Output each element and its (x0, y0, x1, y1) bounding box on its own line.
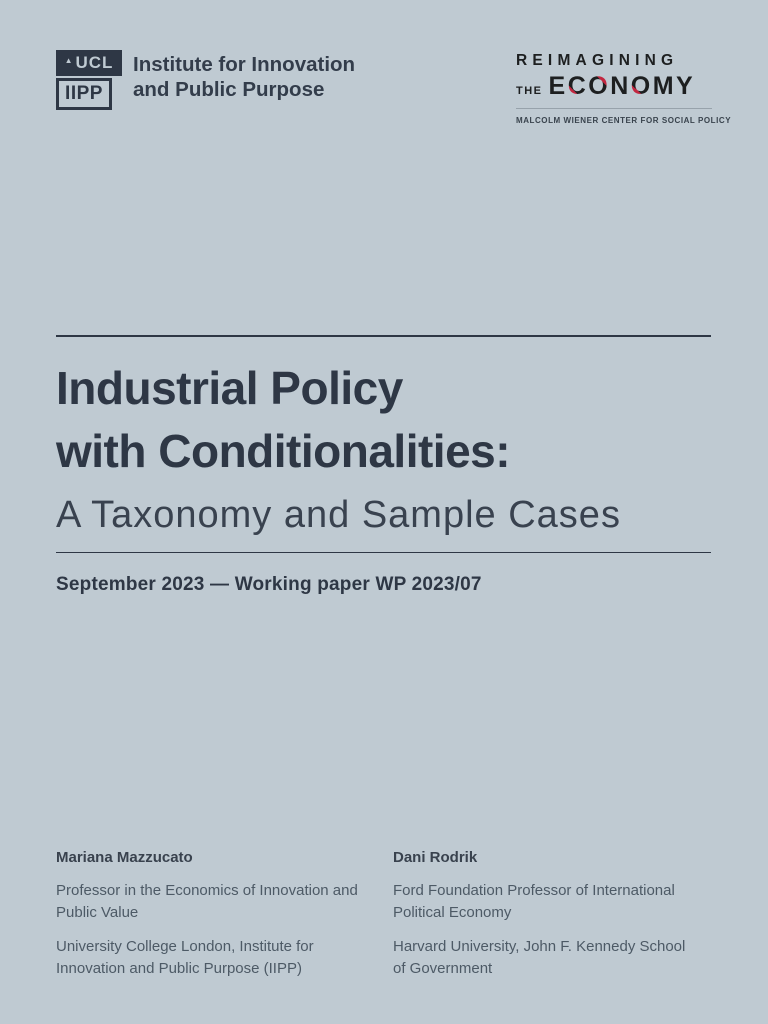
ucl-iipp-lockup (56, 50, 355, 110)
paper-subtitle: A Taxonomy and Sample Cases (56, 494, 621, 536)
author-role: Professor in the Economics of Innovation and Public Value (56, 882, 358, 921)
top-rule (56, 335, 711, 337)
center-name: MALCOLM WIENER CENTER FOR SOCIAL POLICY (516, 116, 732, 125)
logo-divider-line (516, 108, 712, 109)
paper-title-line2: with Conditionalities: (56, 425, 511, 477)
ucl-iipp-logo (56, 50, 122, 110)
cover-header (56, 50, 732, 125)
ucl-logo-text: UCL (75, 53, 114, 72)
author-name: Mariana Mazzucato (56, 849, 193, 866)
author-affiliation: Harvard University, John F. Kennedy School of Government (393, 938, 686, 977)
economy-letter-o1-accent: O (588, 72, 611, 100)
economy-wordmark (549, 72, 696, 101)
economy-letter-e: E (548, 72, 568, 100)
the-economy-wordmark (516, 72, 712, 101)
author-block-rodrik (393, 849, 701, 979)
economy-letter-m: M (652, 72, 677, 100)
author-block-mazzucato (56, 849, 364, 979)
institute-name-line2: and Public Purpose (133, 78, 325, 101)
economy-letter-c-accent: C (567, 72, 589, 100)
author-name: Dani Rodrik (393, 849, 478, 866)
institute-name (133, 50, 355, 102)
paper-title-line1: Industrial Policy (56, 362, 403, 414)
author-affiliation: University College London, Institute for Innovation and Public Purpose (IIPP) (56, 938, 314, 977)
reimagining-economy-logo (516, 50, 732, 125)
author-role: Ford Foundation Professor of International Political Economy (393, 882, 675, 921)
economy-letter-o2-accent: O (630, 72, 653, 100)
economy-letter-n: N (610, 72, 631, 100)
reimagining-wordmark: REIMAGINING (516, 52, 679, 69)
date-and-paper-number: September 2023 — Working paper WP 2023/07 (56, 574, 482, 595)
paper-title (56, 357, 728, 483)
iipp-logo-box (56, 78, 112, 110)
ucl-dome-icon: ▲ (64, 55, 74, 65)
middle-rule (56, 552, 711, 553)
iipp-logo-text: IIPP (65, 83, 103, 104)
ucl-logo-banner (56, 50, 122, 76)
institute-name-line1: Institute for Innovation (133, 53, 356, 76)
economy-letter-y: Y (676, 72, 696, 100)
the-label: THE (516, 85, 543, 97)
